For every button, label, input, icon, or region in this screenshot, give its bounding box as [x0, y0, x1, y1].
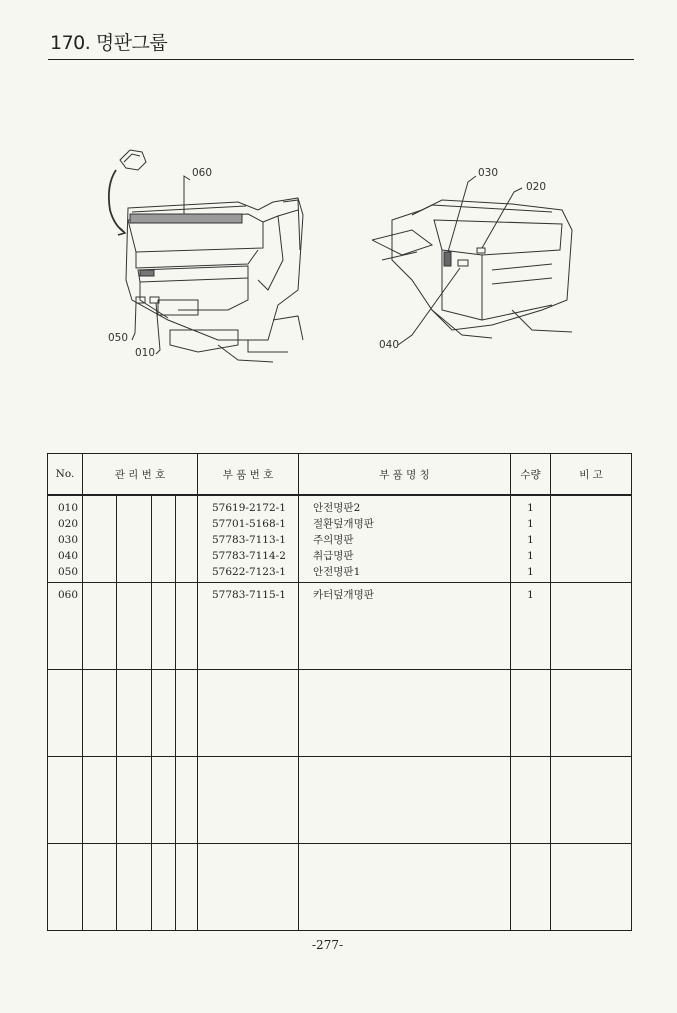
cell-part-no-line: 57701-5168-1: [212, 518, 286, 530]
cell-part-name: [299, 844, 511, 931]
cell-part-no: [198, 670, 299, 757]
cell-no-line: 060: [58, 589, 79, 601]
cell-part-no-line: 57783-7115-1: [212, 589, 286, 601]
cell-part-name-line: 주의명판: [313, 534, 354, 546]
cell-part-no-line: 57783-7113-1: [212, 534, 286, 546]
cell-management-2: [117, 495, 152, 583]
cell-qty-line: 1: [527, 502, 534, 514]
cell-remarks: [551, 670, 632, 757]
cell-remarks: [551, 495, 632, 583]
header-management-no: 관 리 번 호: [83, 454, 198, 496]
page-title: 170. 명판그룹: [50, 32, 168, 54]
cell-qty: [511, 844, 551, 931]
cell-management-2: [117, 583, 152, 670]
cell-no-line: 010: [58, 502, 79, 514]
cell-no: [48, 670, 83, 757]
cell-management-4: [176, 757, 198, 844]
table-header-row: [48, 454, 632, 496]
header-part-name: 부 품 명 칭: [299, 454, 511, 496]
page-number: -277-: [312, 938, 344, 952]
cell-management-3: [152, 757, 176, 844]
cell-no: [48, 583, 83, 670]
cell-part-name: [299, 583, 511, 670]
cell-management-2: [117, 670, 152, 757]
callout-020: 020: [526, 181, 547, 193]
cell-management-3: [152, 670, 176, 757]
cell-no-line: 050: [58, 566, 79, 578]
table-row: [48, 583, 632, 670]
cell-no-line: 030: [58, 534, 79, 546]
cell-part-no-line: 57622-7123-1: [212, 566, 286, 578]
cell-management-1: [83, 583, 117, 670]
callout-050: 050: [108, 332, 129, 344]
cell-qty-line: 1: [527, 550, 534, 562]
cell-part-name-line: 안전명판2: [313, 502, 361, 514]
figure-right-machine-diagram: [372, 160, 582, 355]
header-part-no: 부 품 번 호: [198, 454, 299, 496]
callout-040: 040: [379, 339, 400, 351]
header-qty: 수량: [511, 454, 551, 496]
header-no: No.: [48, 454, 83, 496]
cell-no: [48, 757, 83, 844]
cell-management-4: [176, 583, 198, 670]
cell-management-4: [176, 495, 198, 583]
cell-management-1: [83, 844, 117, 931]
cell-part-name-line: 취급명판: [313, 550, 354, 562]
callout-060: 060: [192, 167, 213, 179]
cell-management-3: [152, 495, 176, 583]
cell-remarks: [551, 757, 632, 844]
cell-part-no: [198, 844, 299, 931]
cell-management-4: [176, 670, 198, 757]
cell-part-no-line: 57783-7114-2: [212, 550, 286, 562]
cell-management-1: [83, 495, 117, 583]
header-rule: [48, 59, 634, 60]
cell-management-4: [176, 844, 198, 931]
cell-management-3: [152, 844, 176, 931]
cell-no: [48, 844, 83, 931]
cell-part-name-line: 카터덮개명판: [313, 589, 374, 601]
cell-management-2: [117, 844, 152, 931]
cell-no-line: 040: [58, 550, 79, 562]
table-row: [48, 757, 632, 844]
table-row: [48, 495, 632, 583]
cell-qty: [511, 757, 551, 844]
cell-part-name-line: 절환덮개명판: [313, 518, 374, 530]
cell-part-no-line: 57619-2172-1: [212, 502, 286, 514]
cell-qty-line: 1: [527, 518, 534, 530]
table-row: [48, 844, 632, 931]
cell-qty: [511, 495, 551, 583]
cell-qty-line: 1: [527, 589, 534, 601]
callout-010: 010: [135, 347, 156, 359]
cell-part-name: [299, 757, 511, 844]
header-remarks: 비 고: [551, 454, 632, 496]
cell-remarks: [551, 844, 632, 931]
cell-qty: [511, 583, 551, 670]
cell-no: [48, 495, 83, 583]
cell-management-3: [152, 583, 176, 670]
table-row: [48, 670, 632, 757]
cell-qty-line: 1: [527, 566, 534, 578]
cell-management-1: [83, 757, 117, 844]
cell-part-name: [299, 670, 511, 757]
cell-part-no: [198, 757, 299, 844]
callout-030: 030: [478, 167, 499, 179]
cell-qty-line: 1: [527, 534, 534, 546]
cell-management-2: [117, 757, 152, 844]
cell-part-no: [198, 495, 299, 583]
cell-management-1: [83, 670, 117, 757]
cell-remarks: [551, 583, 632, 670]
cell-part-no: [198, 583, 299, 670]
parts-table: [47, 453, 632, 931]
cell-part-name: [299, 495, 511, 583]
cell-part-name-line: 안전명판1: [313, 566, 361, 578]
cell-qty: [511, 670, 551, 757]
cell-no-line: 020: [58, 518, 79, 530]
